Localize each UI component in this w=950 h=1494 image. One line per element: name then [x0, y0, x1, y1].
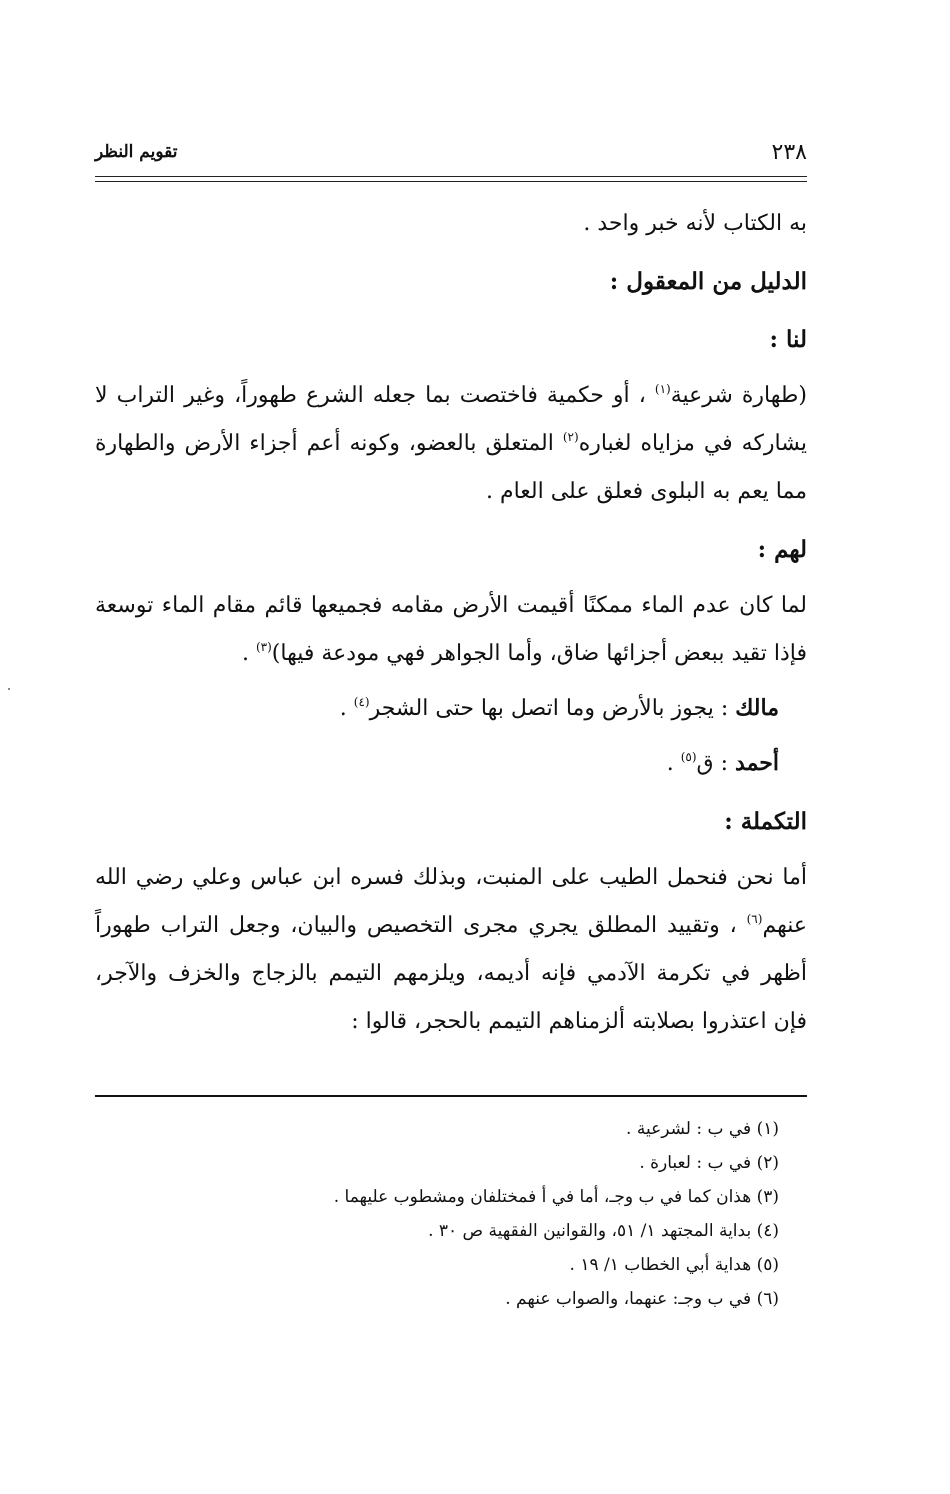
paragraph-ahmad [95, 739, 807, 788]
running-title: تقويم النظر [95, 142, 178, 162]
footnote-ref-1: (١) [654, 382, 671, 396]
page-content [95, 0, 807, 1494]
heading-rational-evidence: الدليل من المعقول : [609, 268, 807, 295]
takmila-text-part-2: ، وتقييد المطلق يجري مجرى التخصيص والبيان، وجعل التراب طهوراً أظهر في تكرمة الآدمي فإنه أديمه، ويلزمهم التيمم بالزجاج والخزف والآجر، فإن اعتذروا بصلابته ألزمناهم التيمم بالحجر، قالوا : [95, 913, 807, 1034]
footnotes [95, 1112, 807, 1316]
footnote-6: (٦) في ب وجـ: عنهما، والصواب عنهم . [505, 1289, 779, 1309]
lana-text-part-2: ، أو حكمية فاختصت بما جعله الشرع طهوراً، وغير التراب لا يشاركه في مزاياه لغباره [95, 383, 808, 456]
footnote-ref-6: (٦) [746, 912, 763, 926]
heading-lana: لنا : [769, 326, 807, 353]
paragraph-lana [95, 372, 807, 516]
lahum-text-part-1: لما كان عدم الماء ممكنًا أقيمت الأرض مقامه فجميعها قائم مقام الماء توسعة فإذا تقيد ببعض أجزائها ضاق، وأما الجواهر فهي مودعة فيها) [95, 593, 807, 666]
page-number: ٢٣٨ [771, 140, 807, 165]
lahum-text-part-2: . [241, 641, 256, 666]
footnote-separator [95, 1095, 807, 1097]
footnote-2: (٢) في ب : لعبارة . [639, 1153, 779, 1173]
scan-speck [8, 688, 10, 690]
footnote-4: (٤) بداية المجتهد ١/ ٥١، والقوانين الفقهية ص ٣٠ . [428, 1221, 779, 1241]
footnote-3: (٣) هذان كما في ب وجـ، أما في أ فمختلفان ومشطوب عليهما . [333, 1187, 779, 1207]
paragraph-lahum [95, 582, 807, 678]
paragraph-continuation: به الكتاب لأنه خبر واحد . [583, 211, 807, 236]
page-header [95, 142, 807, 172]
takmila-text-part-1: أما نحن فنحمل الطيب على المنبت، وبذلك فسره ابن عباس وعلي رضي الله عنهم [95, 865, 807, 938]
footnote-ref-4: (٤) [353, 695, 370, 709]
lana-text-part-3: المتعلق بالعضو، وكونه أعم أجزاء الأرض والطهارة مما يعم به البلوى فعلق على العام . [95, 431, 807, 504]
ahmad-end: . [666, 751, 681, 776]
malik-end: . [339, 696, 354, 721]
malik-text: : يجوز بالأرض وما اتصل بها حتى الشجر [369, 696, 736, 721]
paragraph-takmila [95, 854, 807, 1046]
malik-label: مالك [735, 695, 779, 721]
heading-takmila: التكملة : [724, 808, 807, 835]
heading-lahum: لهم : [757, 536, 807, 563]
footnote-1: (١) في ب : لشرعية . [626, 1119, 779, 1139]
footnote-ref-3: (٣) [255, 640, 272, 654]
footnote-ref-5: (٥) [680, 750, 697, 764]
footnote-ref-2: (٢) [562, 430, 579, 444]
ahmad-text: : ق [696, 751, 736, 776]
ahmad-label: أحمد [735, 750, 779, 776]
footnote-5: (٥) هداية أبي الخطاب ١/ ١٩ . [569, 1255, 779, 1275]
main-text [95, 200, 807, 1046]
lana-text-part-1: (طهارة شرعية [670, 383, 807, 408]
header-rule-top [95, 176, 807, 177]
header-rule-bottom [95, 181, 807, 182]
paragraph-malik [95, 684, 807, 733]
